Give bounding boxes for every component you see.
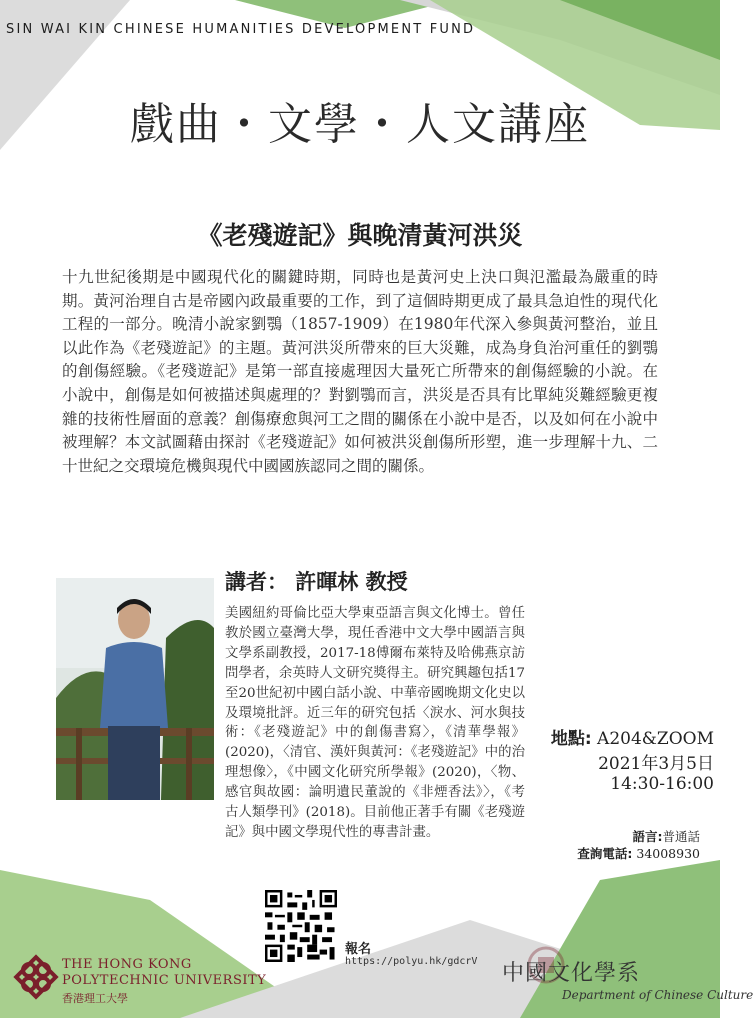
venue-label: 地點: <box>550 729 592 749</box>
enquiry-label: 查詢電話: <box>577 846 633 861</box>
register-label: 報名 <box>345 942 372 957</box>
language-value: 普通話 <box>662 829 700 844</box>
polyu-name-line2: POLYTECHNIC UNIVERSITY <box>62 973 267 988</box>
speaker-photo <box>56 578 214 800</box>
speaker-heading: 講者： 許暉林 教授 <box>225 570 408 594</box>
department-name-chinese: 中國文化學系 <box>502 961 641 986</box>
enquiry-line <box>540 845 700 862</box>
language-line <box>540 828 700 845</box>
polyu-name-chinese: 香港理工大學 <box>62 992 128 1005</box>
lecture-abstract: 十九世紀後期是中國現代化的關鍵時期，同時也是黃河史上決口與氾濫最為嚴重的時期。黃河治理自古是帝國內政最重要的工作，到了這個時期更成了最具急迫性的現代化工程的一部分。晚清小說家劉鶚（1857-1909）在1980年代深入參與黃河整治，並且以此作為《老殘遊記》的主題。黃河洪災所帶來的巨大災難，成為身負治河重任的劉鶚的創傷經驗。《老殘遊記》是第一部直接處理因大量死亡所帶來的創傷經驗的小說。在小說中，創傷是如何被描述與處理的？對劉鶚而言，洪災是否具有比單純災難經驗更複雜的技術性層面的意義？創傷療愈與河工之間的關係在小說中是否，以及如何在小說中被理解？本文試圖藉由探討《老殘遊記》如何被洪災創傷所形塑，進一步理解十九、二十世紀之交環境危機與現代中國國族認同之間的關係。 <box>62 268 658 475</box>
event-time: 14:30-16:00 <box>610 774 714 794</box>
venue-line <box>534 724 714 749</box>
event-details <box>534 724 714 794</box>
fund-name: SIN WAI KIN CHINESE HUMANITIES DEVELOPMENT FUND <box>6 22 476 37</box>
lecture-title: 《老殘遊記》與晚清黃河洪災 <box>197 221 523 250</box>
speaker-bio: 美國紐約哥倫比亞大學東亞語言與文化博士。曾任教於國立臺灣大學，現任香港中文大學中國語言與文學系副教授，2017-18傅爾布萊特及哈佛燕京訪問學者，余英時人文研究獎得主。研究興趣包括17至20世紀初中國白話小說、中華帝國晚期文化史以及環境批評。近三年的研究包括〈淚水、河水與技術：《老殘遊記》中的創傷書寫〉，《清華學報》(2020)，〈清官、漢奸與黃河：《老殘遊記》中的治理想像〉，《中國文化研究所學報》(2020)，〈物、感官與故國：論明遺民董說的《非煙香法》〉，《考古人類學刊》(2018)。目前他正著手有關《老殘遊記》與中國文學現代性的專書計畫。 <box>225 606 525 840</box>
venue-value: A204&ZOOM <box>591 729 714 749</box>
registration-qr-code[interactable] <box>265 890 337 962</box>
polyu-logo-icon <box>14 955 58 999</box>
department-name-english: Department of Chinese Culture <box>562 988 753 1002</box>
contact-info <box>540 828 700 862</box>
polyu-name-line1: THE HONG KONG <box>62 957 192 972</box>
register-url[interactable]: https://polyu.hk/gdcrV <box>345 956 478 967</box>
series-title: 戲曲・文學・人文講座 <box>130 99 590 150</box>
event-date: 2021年3月5日 <box>598 754 714 774</box>
language-label: 語言: <box>632 829 663 844</box>
enquiry-value: 34008930 <box>632 846 700 861</box>
